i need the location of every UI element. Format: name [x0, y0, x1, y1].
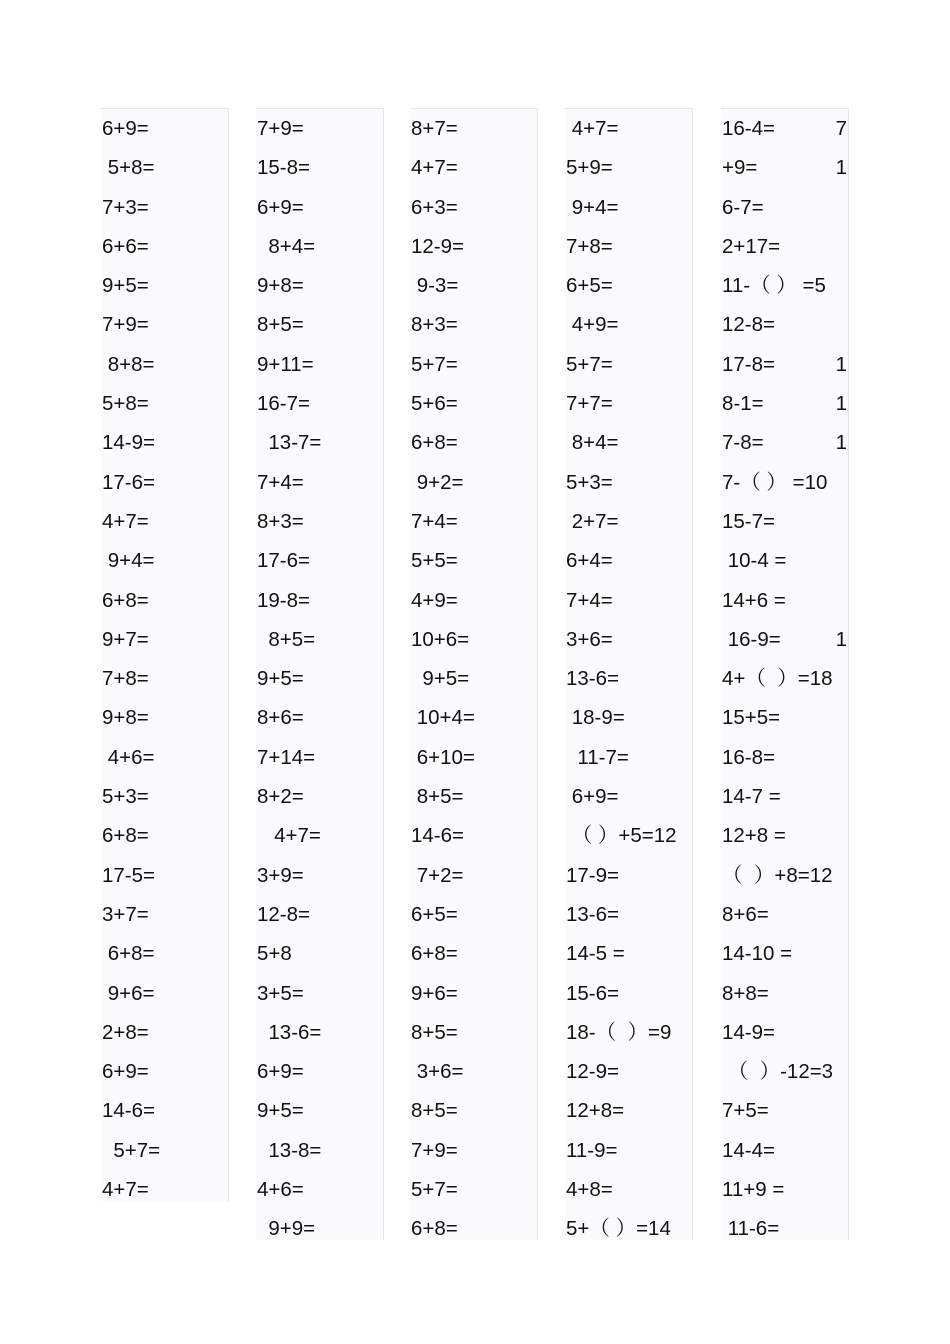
- problem-row: 9+7=: [102, 627, 149, 651]
- problem-text: 12-8=: [722, 313, 776, 337]
- problem-row: 7+7=: [566, 392, 613, 416]
- problem-row: [721, 227, 848, 266]
- problem-text: 10-4 =: [722, 549, 787, 573]
- problem-text: 14-9=: [722, 1020, 776, 1044]
- column-1: [101, 108, 229, 1202]
- problem-row: 6+5=: [566, 274, 613, 298]
- problem-text: 16-9=: [722, 627, 781, 651]
- problem-row: 6+8=: [102, 824, 149, 848]
- problem-row: [721, 1209, 848, 1240]
- problem-row-content: [722, 738, 848, 777]
- problem-row: 8+3=: [411, 313, 458, 337]
- problem-row: 8+4=: [257, 234, 316, 258]
- problem-text: 7+5=: [722, 1099, 769, 1123]
- problem-text: （ ）+8=12: [722, 863, 833, 887]
- problem-text: 16-8=: [722, 745, 776, 769]
- problem-row-content: [722, 1170, 848, 1209]
- problem-row: （ ）+5=12: [566, 824, 677, 848]
- problem-row: [721, 698, 848, 737]
- problem-row: [721, 1131, 848, 1170]
- problem-row-content: [722, 895, 848, 934]
- problem-row: 5+9=: [566, 156, 613, 180]
- problem-row: 10+6=: [411, 627, 470, 651]
- problem-row: 19-8=: [257, 588, 311, 612]
- problem-row: [721, 816, 848, 855]
- problem-row: [721, 1091, 848, 1130]
- problem-row: 4+7=: [566, 117, 619, 140]
- problem-row-content: [722, 423, 848, 462]
- column-3: [410, 108, 538, 1240]
- problem-row: 5+7=: [102, 1138, 161, 1162]
- problem-row: 2+8=: [102, 1020, 149, 1044]
- problem-text: 17-8=: [722, 352, 776, 376]
- problem-row: 7+4=: [411, 509, 458, 533]
- problem-row: 18-（ ）=9: [566, 1020, 672, 1044]
- problem-row: 8+3=: [257, 509, 304, 533]
- problem-row: 9+5=: [411, 667, 470, 691]
- problem-row: 17-9=: [566, 863, 620, 887]
- problem-row: [721, 345, 848, 384]
- problem-row: 17-6=: [257, 549, 311, 573]
- problem-row: 4+7=: [257, 824, 321, 848]
- problem-row-content: [722, 1131, 848, 1170]
- problem-row: [721, 502, 848, 541]
- problem-row: [721, 266, 848, 305]
- problem-row: [721, 1013, 848, 1052]
- problem-row: 13-6=: [257, 1020, 322, 1044]
- problem-row: 6+8=: [411, 942, 458, 966]
- problem-row: 8+8=: [102, 352, 155, 376]
- problem-row: 9+5=: [257, 1099, 304, 1123]
- problem-text: （ ）-12=3: [722, 1060, 834, 1084]
- problem-row-content: [722, 188, 848, 227]
- problem-row: 14-5 =: [566, 942, 625, 966]
- problem-row: 8+5=: [411, 1099, 458, 1123]
- problem-row: [721, 659, 848, 698]
- problem-row: 7+3=: [102, 195, 149, 219]
- problem-row-content: [722, 1091, 848, 1130]
- problem-text: 11-6=: [722, 1217, 780, 1240]
- problem-text: 14-7 =: [722, 785, 781, 809]
- problem-row: 14-6=: [411, 824, 465, 848]
- problem-row-content: [722, 816, 848, 855]
- problem-row: 9+6=: [411, 981, 458, 1005]
- problem-row: 3+6=: [411, 1060, 464, 1084]
- problem-row: [721, 305, 848, 344]
- problem-row: 4+6=: [257, 1178, 304, 1202]
- problem-row-content: [722, 345, 848, 384]
- problem-row: [721, 777, 848, 816]
- problem-row: [721, 384, 848, 423]
- problem-row: 2+7=: [566, 509, 619, 533]
- problem-row: 9+5=: [257, 667, 304, 691]
- problem-row: 7+8=: [102, 667, 149, 691]
- problem-row: 12+8=: [566, 1099, 625, 1123]
- problem-row: 7+8=: [566, 234, 613, 258]
- problem-row: 9+11=: [257, 352, 314, 376]
- problem-row: 6+3=: [411, 195, 458, 219]
- problem-row-content: [722, 227, 848, 266]
- problem-row-content: [722, 305, 848, 344]
- problem-row: [721, 1052, 848, 1091]
- problem-row-content: [722, 777, 848, 816]
- problem-row: [721, 581, 848, 620]
- problem-row: 5+7=: [411, 352, 458, 376]
- problem-row: 9+6=: [102, 981, 155, 1005]
- problem-row: 5+8: [257, 942, 292, 966]
- problem-overflow-text: 1: [835, 627, 847, 651]
- problem-row: 17-6=: [102, 470, 156, 494]
- problem-row: 12-9=: [566, 1060, 620, 1084]
- problem-text: 8+8=: [722, 981, 769, 1005]
- problem-text: 11+9 =: [722, 1178, 785, 1202]
- problem-row: 8+2=: [257, 785, 304, 809]
- column-4: [565, 108, 693, 1240]
- problem-overflow-text: 1: [835, 392, 847, 416]
- problem-row: 15-6=: [566, 981, 620, 1005]
- column-5: [721, 108, 849, 1240]
- problem-row: 4+7=: [102, 509, 149, 533]
- problem-row: 9+9=: [257, 1217, 316, 1240]
- problem-text: 11-（ ） =5: [722, 274, 826, 298]
- problem-row: 15-8=: [257, 156, 311, 180]
- problem-row: 16-7=: [257, 392, 311, 416]
- column-2: [256, 108, 384, 1240]
- problem-row: 5+5=: [411, 549, 458, 573]
- problem-text: 12+8 =: [722, 824, 786, 848]
- problem-row: 6+6=: [102, 234, 149, 258]
- problem-row: [721, 738, 848, 777]
- problem-text: 14-10 =: [722, 942, 793, 966]
- problem-row: 5+（ ）=14: [566, 1217, 671, 1240]
- problem-text: 6-7=: [722, 195, 764, 219]
- problem-row: 5+7=: [411, 1178, 458, 1202]
- problem-row: 6+9=: [566, 785, 619, 809]
- problem-row: 4+9=: [411, 588, 458, 612]
- problem-text: 4+（ ）=18: [722, 667, 833, 691]
- problem-row: 3+9=: [257, 863, 304, 887]
- problem-row: 6+9=: [102, 117, 149, 140]
- problem-row-content: [722, 1209, 848, 1240]
- problem-row: 6+4=: [566, 549, 613, 573]
- problem-row-content: [722, 934, 848, 973]
- problem-row: 9+4=: [102, 549, 155, 573]
- problem-row: 11-7=: [566, 745, 629, 769]
- problem-row: 7+4=: [566, 588, 613, 612]
- problem-row-content: [722, 266, 848, 305]
- problem-row-content: [722, 1013, 848, 1052]
- problem-row-content: [722, 541, 848, 580]
- problem-row: 6+9=: [257, 195, 304, 219]
- problem-row: 7+9=: [411, 1138, 458, 1162]
- problem-row: 4+8=: [566, 1178, 613, 1202]
- problem-text: 7-8=: [722, 431, 764, 455]
- problem-row-content: [722, 1052, 848, 1091]
- problem-row: 8+5=: [257, 627, 316, 651]
- problem-row: 10+4=: [411, 706, 475, 730]
- problem-row: 5+6=: [411, 392, 458, 416]
- problem-row: 18-9=: [566, 706, 625, 730]
- problem-text: 16-4=: [722, 117, 776, 140]
- problem-row: 7+9=: [102, 313, 149, 337]
- problem-row: 9+8=: [257, 274, 304, 298]
- problem-row: [721, 109, 848, 148]
- problem-text: 15-7=: [722, 509, 776, 533]
- problem-row: 6+10=: [411, 745, 475, 769]
- problem-row: 8+6=: [257, 706, 304, 730]
- problem-row-content: [722, 148, 848, 187]
- problem-row: 7+4=: [257, 470, 304, 494]
- problem-row-content: [722, 463, 848, 502]
- problem-row-content: [722, 856, 848, 895]
- problem-row: 8+7=: [411, 117, 458, 140]
- problem-row: 9-3=: [411, 274, 459, 298]
- problem-row-content: [722, 659, 848, 698]
- problem-text: 8-1=: [722, 392, 764, 416]
- problem-row: 5+8=: [102, 156, 155, 180]
- problem-row: 14-9=: [102, 431, 156, 455]
- problem-row: 6+8=: [102, 588, 149, 612]
- problem-text: 2+17=: [722, 234, 781, 258]
- problem-row: [721, 934, 848, 973]
- problem-row: 5+3=: [566, 470, 613, 494]
- problem-row-content: [722, 502, 848, 541]
- problem-row: 9+4=: [566, 195, 619, 219]
- problem-overflow-text: 1: [835, 156, 847, 180]
- problem-text: 8+6=: [722, 902, 769, 926]
- problem-row: [721, 1170, 848, 1209]
- problem-row-content: [722, 698, 848, 737]
- problem-row: 6+9=: [257, 1060, 304, 1084]
- problem-row-content: [722, 581, 848, 620]
- problem-text: 14+6 =: [722, 588, 786, 612]
- problem-row: 13-6=: [566, 667, 620, 691]
- problem-row-content: [722, 109, 848, 148]
- problem-row: [721, 463, 848, 502]
- problem-row: [721, 423, 848, 462]
- problem-row: [721, 856, 848, 895]
- problem-row: 8+4=: [566, 431, 619, 455]
- problem-row: 3+7=: [102, 902, 149, 926]
- problem-row: 13-6=: [566, 902, 620, 926]
- problem-row: 6+8=: [411, 431, 458, 455]
- problem-row: 13-8=: [257, 1138, 322, 1162]
- problem-row: 8+5=: [257, 313, 304, 337]
- problem-row: 9+5=: [102, 274, 149, 298]
- problem-row: 11-9=: [566, 1138, 618, 1162]
- problem-row-content: [722, 974, 848, 1013]
- problem-row: 6+5=: [411, 902, 458, 926]
- problem-row-content: [722, 620, 848, 659]
- problem-row: 5+8=: [102, 392, 149, 416]
- problem-row: 12-8=: [257, 902, 311, 926]
- problem-row: 8+5=: [411, 1020, 458, 1044]
- problem-row: 4+9=: [566, 313, 619, 337]
- problem-text: +9=: [722, 156, 758, 180]
- problem-text: 7-（ ） =10: [722, 470, 828, 494]
- problem-row: [721, 188, 848, 227]
- problem-row: 5+3=: [102, 785, 149, 809]
- problem-text: 14-4=: [722, 1138, 776, 1162]
- problem-row: 13-7=: [257, 431, 322, 455]
- problem-row: 7+14=: [257, 745, 316, 769]
- problem-row: 7+2=: [411, 863, 464, 887]
- problem-row: [721, 148, 848, 187]
- problem-row: [721, 620, 848, 659]
- problem-row: 8+5=: [411, 785, 464, 809]
- problem-row: [721, 895, 848, 934]
- problem-row: 7+9=: [257, 117, 304, 140]
- problem-row: 6+8=: [411, 1217, 458, 1240]
- problem-row: 3+6=: [566, 627, 613, 651]
- problem-row: 6+9=: [102, 1060, 149, 1084]
- problem-row: 9+8=: [102, 706, 149, 730]
- problem-row: 3+5=: [257, 981, 304, 1005]
- problem-row: [721, 974, 848, 1013]
- problem-row: [721, 541, 848, 580]
- problem-row: 4+7=: [102, 1178, 149, 1202]
- problem-row-content: [722, 384, 848, 423]
- problem-overflow-text: 1: [835, 431, 847, 455]
- problem-row: 4+7=: [411, 156, 458, 180]
- problem-row: 6+8=: [102, 942, 155, 966]
- problem-text: 15+5=: [722, 706, 781, 730]
- problem-row: 5+7=: [566, 352, 613, 376]
- problem-row: 17-5=: [102, 863, 156, 887]
- problem-row: 14-6=: [102, 1099, 156, 1123]
- problem-row: 9+2=: [411, 470, 464, 494]
- problem-overflow-text: 1: [835, 352, 847, 376]
- problem-row: 4+6=: [102, 745, 155, 769]
- problem-row: 12-9=: [411, 234, 465, 258]
- problem-overflow-text: 7: [835, 117, 847, 140]
